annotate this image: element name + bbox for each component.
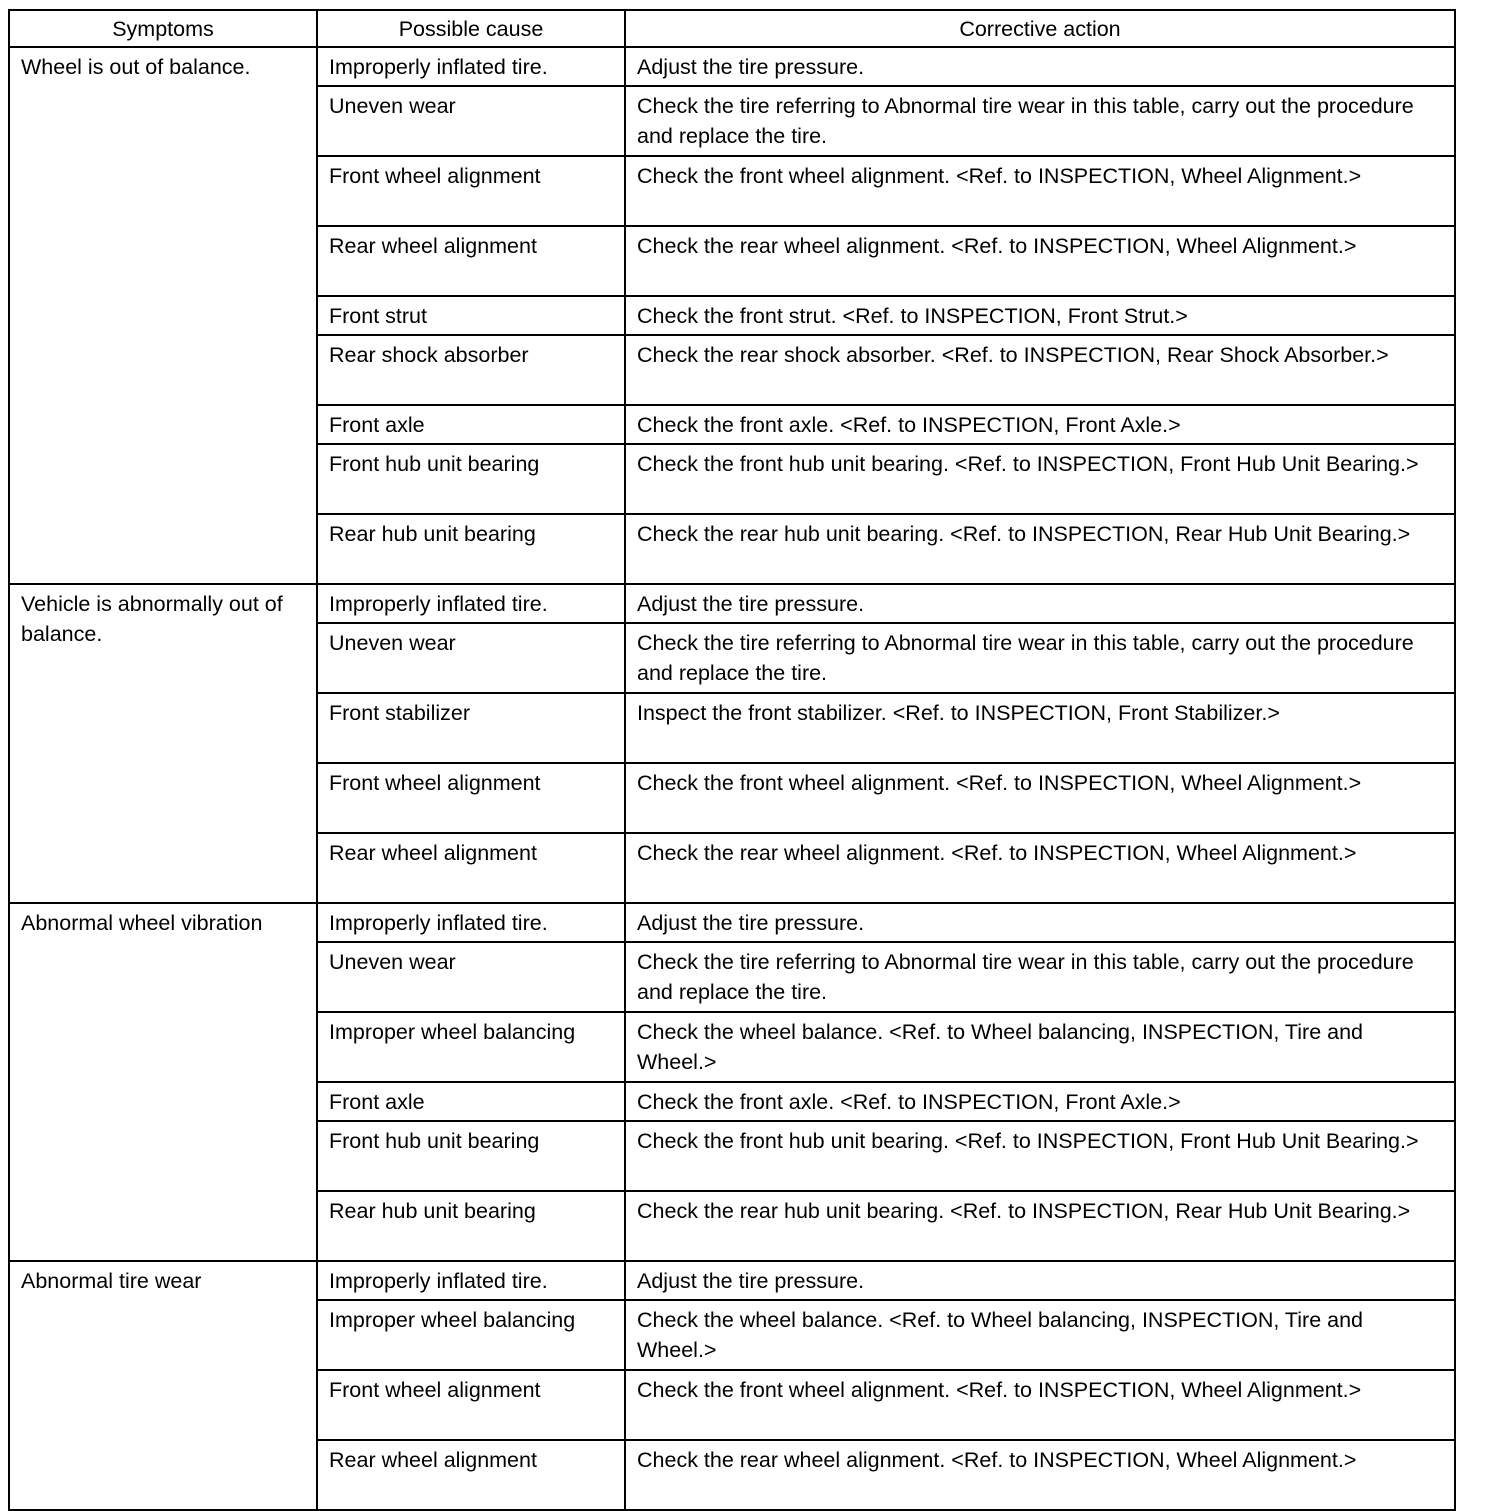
cause-cell: Improperly inflated tire. [317, 584, 625, 623]
action-cell: Check the wheel balance. <Ref. to Wheel balancing, INSPECTION, Tire and Wheel.> [625, 1012, 1455, 1082]
action-cell: Check the wheel balance. <Ref. to Wheel balancing, INSPECTION, Tire and Wheel.> [625, 1300, 1455, 1370]
action-cell: Check the tire referring to Abnormal tire wear in this table, carry out the procedure and replace the tire. [625, 623, 1455, 693]
cause-cell: Rear hub unit bearing [317, 1191, 625, 1261]
cause-cell: Front wheel alignment [317, 156, 625, 226]
cause-cell: Rear wheel alignment [317, 226, 625, 296]
action-cell: Check the front strut. <Ref. to INSPECTION, Front Strut.> [625, 296, 1455, 335]
action-cell: Check the rear wheel alignment. <Ref. to INSPECTION, Wheel Alignment.> [625, 226, 1455, 296]
action-cell: Check the front hub unit bearing. <Ref. to INSPECTION, Front Hub Unit Bearing.> [625, 1121, 1455, 1191]
header-possible-cause: Possible cause [317, 10, 625, 47]
header-symptoms: Symptoms [9, 10, 317, 47]
action-cell: Adjust the tire pressure. [625, 584, 1455, 623]
table-row [9, 584, 1455, 623]
action-cell: Check the rear hub unit bearing. <Ref. to INSPECTION, Rear Hub Unit Bearing.> [625, 514, 1455, 584]
cause-cell: Improperly inflated tire. [317, 47, 625, 86]
cause-cell: Front stabilizer [317, 693, 625, 763]
header-corrective-action: Corrective action [625, 10, 1455, 47]
symptom-cell: Vehicle is abnormally out of balance. [9, 584, 317, 903]
header-row [9, 10, 1455, 47]
cause-cell: Front axle [317, 1082, 625, 1121]
cause-cell: Improper wheel balancing [317, 1300, 625, 1370]
cause-cell: Improperly inflated tire. [317, 903, 625, 942]
cause-cell: Rear shock absorber [317, 335, 625, 405]
cause-cell: Rear wheel alignment [317, 833, 625, 903]
table-row [9, 903, 1455, 942]
action-cell: Check the front wheel alignment. <Ref. to INSPECTION, Wheel Alignment.> [625, 763, 1455, 833]
action-cell: Check the front wheel alignment. <Ref. to INSPECTION, Wheel Alignment.> [625, 1370, 1455, 1440]
action-cell: Check the tire referring to Abnormal tire wear in this table, carry out the procedure and replace the tire. [625, 86, 1455, 156]
cause-cell: Front axle [317, 405, 625, 444]
symptom-cell: Abnormal tire wear [9, 1261, 317, 1510]
cause-cell: Rear hub unit bearing [317, 514, 625, 584]
action-cell: Adjust the tire pressure. [625, 903, 1455, 942]
cause-cell: Front hub unit bearing [317, 1121, 625, 1191]
cause-cell: Front strut [317, 296, 625, 335]
action-cell: Check the front hub unit bearing. <Ref. to INSPECTION, Front Hub Unit Bearing.> [625, 444, 1455, 514]
action-cell: Check the rear wheel alignment. <Ref. to INSPECTION, Wheel Alignment.> [625, 1440, 1455, 1510]
action-cell: Inspect the front stabilizer. <Ref. to INSPECTION, Front Stabilizer.> [625, 693, 1455, 763]
cause-cell: Improperly inflated tire. [317, 1261, 625, 1300]
action-cell: Check the front axle. <Ref. to INSPECTION, Front Axle.> [625, 405, 1455, 444]
action-cell: Check the rear hub unit bearing. <Ref. to INSPECTION, Rear Hub Unit Bearing.> [625, 1191, 1455, 1261]
cause-cell: Uneven wear [317, 942, 625, 1012]
action-cell: Check the rear shock absorber. <Ref. to INSPECTION, Rear Shock Absorber.> [625, 335, 1455, 405]
action-cell: Check the tire referring to Abnormal tire wear in this table, carry out the procedure and replace the tire. [625, 942, 1455, 1012]
action-cell: Check the front wheel alignment. <Ref. to INSPECTION, Wheel Alignment.> [625, 156, 1455, 226]
symptom-cell: Wheel is out of balance. [9, 47, 317, 584]
cause-cell: Improper wheel balancing [317, 1012, 625, 1082]
action-cell: Check the front axle. <Ref. to INSPECTION, Front Axle.> [625, 1082, 1455, 1121]
cause-cell: Uneven wear [317, 623, 625, 693]
cause-cell: Front wheel alignment [317, 1370, 625, 1440]
table-row [9, 1261, 1455, 1300]
cause-cell: Rear wheel alignment [317, 1440, 625, 1510]
table-row [9, 47, 1455, 86]
cause-cell: Uneven wear [317, 86, 625, 156]
action-cell: Adjust the tire pressure. [625, 47, 1455, 86]
cause-cell: Front hub unit bearing [317, 444, 625, 514]
action-cell: Adjust the tire pressure. [625, 1261, 1455, 1300]
troubleshooting-table [8, 9, 1456, 1511]
symptom-cell: Abnormal wheel vibration [9, 903, 317, 1261]
action-cell: Check the rear wheel alignment. <Ref. to INSPECTION, Wheel Alignment.> [625, 833, 1455, 903]
cause-cell: Front wheel alignment [317, 763, 625, 833]
